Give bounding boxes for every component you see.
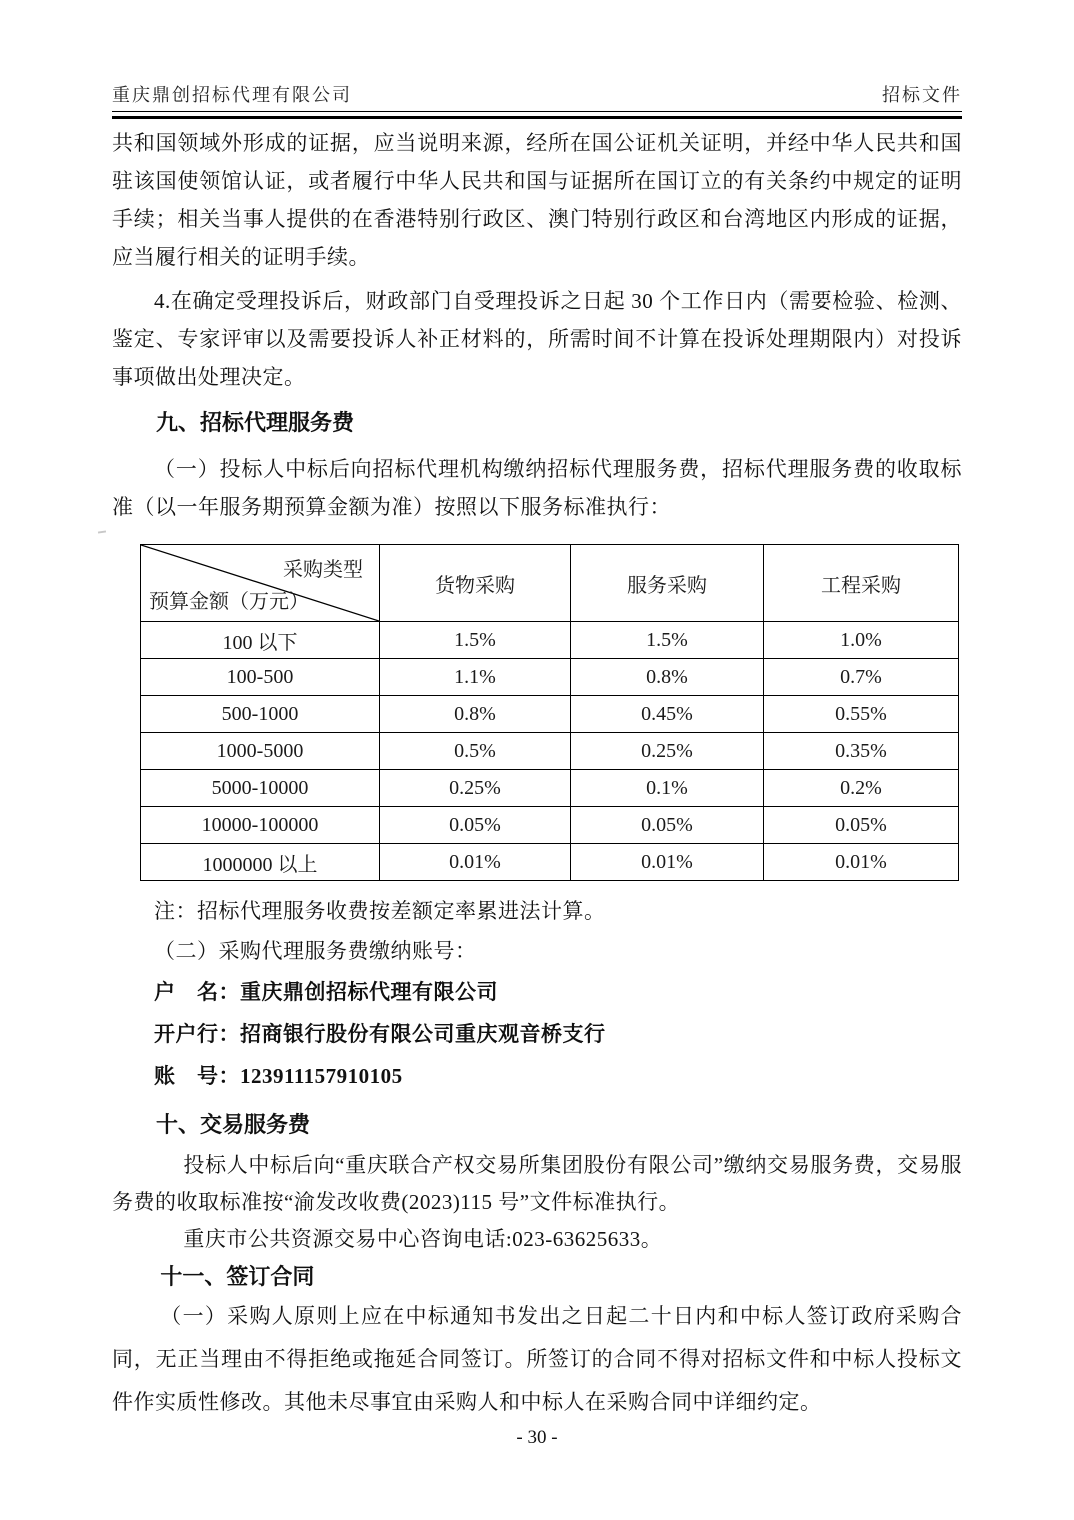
works-rate: 0.35% — [764, 733, 959, 770]
works-rate: 1.0% — [764, 622, 959, 659]
services-rate: 0.05% — [571, 807, 764, 844]
services-rate: 0.1% — [571, 770, 764, 807]
budget-range: 1000-5000 — [141, 733, 380, 770]
section10-heading: 十、交易服务费 — [156, 1112, 311, 1137]
table-row — [141, 770, 959, 807]
table-row — [141, 622, 959, 659]
section11-heading: 十一、签订合同 — [160, 1264, 315, 1289]
services-rate: 1.5% — [571, 622, 764, 659]
section9-intro: （一）投标人中标后向招标代理机构缴纳招标代理服务费，招标代理服务费的收取标准（以一年服务期预算金额为准）按照以下服务标准执行： — [112, 457, 962, 519]
works-rate: 0.05% — [764, 807, 959, 844]
services-rate: 0.25% — [571, 733, 764, 770]
table-note: 注：招标代理服务收费按差额定率累进法计算。 — [154, 899, 606, 923]
corner-label-procurement-type: 采购类型 — [283, 559, 363, 581]
header-doc-type: 招标文件 — [882, 85, 962, 105]
section11-para: （一）采购人原则上应在中标通知书发出之日起二十日内和中标人签订政府采购合同，无正当理由不得拒绝或拖延合同签订。所签订的合同不得对招标文件和中标人投标文件作实质性修改。其他未尽事宜由采购人和中标人在采购合同中详细约定。 — [112, 1304, 962, 1414]
goods-rate: 0.25% — [380, 770, 571, 807]
running-header — [112, 0, 962, 106]
header-rule — [112, 111, 962, 119]
goods-rate: 1.1% — [380, 659, 571, 696]
table-row — [141, 844, 959, 881]
page-number: - 30 - — [516, 1427, 558, 1448]
section9-heading: 九、招标代理服务费 — [156, 410, 355, 435]
budget-range: 100-500 — [141, 659, 380, 696]
works-rate: 0.2% — [764, 770, 959, 807]
phone-line: 重庆市公共资源交易中心咨询电话:023-63625633。 — [183, 1227, 663, 1251]
table-row — [141, 733, 959, 770]
goods-rate: 0.01% — [380, 844, 571, 881]
column-header-works: 工程采购 — [764, 545, 959, 622]
account-number: 账 号：123911157910105 — [154, 1064, 403, 1088]
header-company-name: 重庆鼎创招标代理有限公司 — [112, 85, 352, 105]
works-rate: 0.01% — [764, 844, 959, 881]
stray-mark — [98, 530, 106, 533]
corner-label-budget: 预算金额（万元） — [149, 591, 309, 613]
works-rate: 0.55% — [764, 696, 959, 733]
table-row — [141, 807, 959, 844]
corner-cell — [141, 545, 380, 622]
budget-range: 10000-100000 — [141, 807, 380, 844]
goods-rate: 0.8% — [380, 696, 571, 733]
goods-rate: 1.5% — [380, 622, 571, 659]
table-row — [141, 659, 959, 696]
table-row — [141, 696, 959, 733]
budget-range: 1000000 以上 — [141, 844, 380, 881]
column-header-services: 服务采购 — [571, 545, 764, 622]
services-rate: 0.01% — [571, 844, 764, 881]
budget-range: 5000-10000 — [141, 770, 380, 807]
section10-para: 投标人中标后向“重庆联合产权交易所集团股份有限公司”缴纳交易服务费，交易服务费的收取标准按“渝发改收费(2023)115 号”文件标准执行。 — [112, 1153, 962, 1214]
works-rate: 0.7% — [764, 659, 959, 696]
account-bank: 开户行：招商银行股份有限公司重庆观音桥支行 — [154, 1022, 606, 1046]
budget-range: 500-1000 — [141, 696, 380, 733]
services-rate: 0.8% — [571, 659, 764, 696]
column-header-goods: 货物采购 — [380, 545, 571, 622]
para-evidence: 共和国领域外形成的证据，应当说明来源，经所在国公证机关证明，并经中华人民共和国驻该国使领馆认证，或者履行中华人民共和国与证据所在国订立的有关条约中规定的证明手续；相关当事人提供的在香港特别行政区、澳门特别行政区和台湾地区内形成的证据，应当履行相关的证明手续。 — [112, 131, 962, 269]
agency-fee-table — [140, 544, 959, 881]
services-rate: 0.45% — [571, 696, 764, 733]
account-holder-name: 户 名：重庆鼎创招标代理有限公司 — [154, 980, 498, 1004]
budget-range: 100 以下 — [141, 622, 380, 659]
table-header-row — [141, 545, 959, 622]
goods-rate: 0.5% — [380, 733, 571, 770]
account-section-intro: （二）采购代理服务费缴纳账号： — [154, 939, 477, 963]
goods-rate: 0.05% — [380, 807, 571, 844]
para-complaint-handling: 4.在确定受理投诉后，财政部门自受理投诉之日起 30 个工作日内（需要检验、检测、鉴定、专家评审以及需要投诉人补正材料的，所需时间不计算在投诉处理期限内）对投诉事项做出处理决定。 — [112, 289, 962, 389]
